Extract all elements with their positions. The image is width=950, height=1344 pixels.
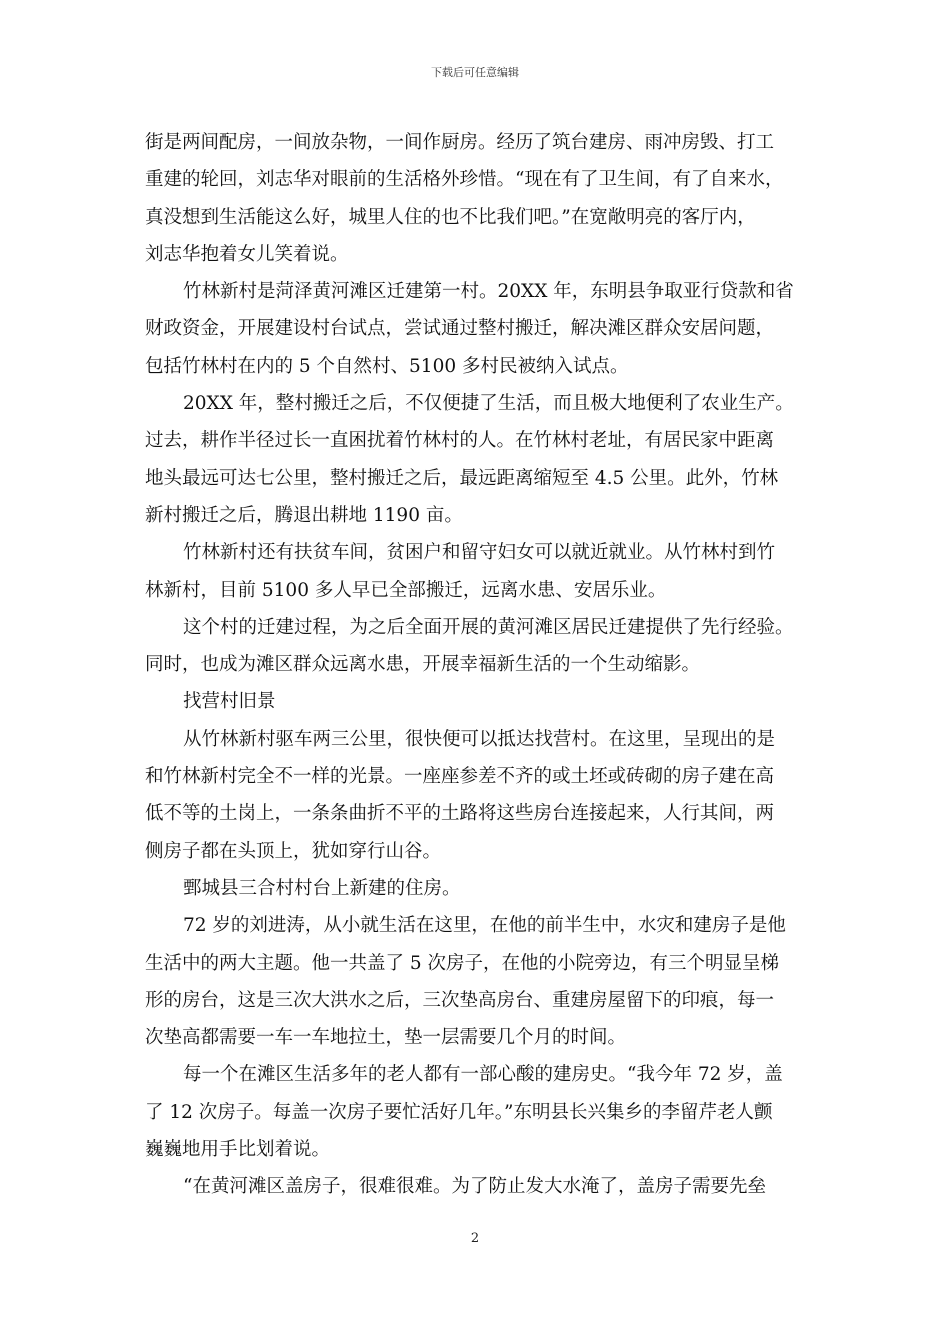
page-header: 下载后可任意编辑: [431, 66, 519, 79]
text-line: 竹林新村是菏泽黄河滩区迁建第一村。20XX 年，东明县争取亚行贷款和省: [183, 281, 794, 303]
text-line: 侧房子都在头顶上，犹如穿行山谷。: [145, 840, 442, 862]
text-line: 过去，耕作半径过长一直困扰着竹林村的人。在竹林村老址，有居民家中距离: [145, 430, 775, 452]
text-line: 形的房台，这是三次大洪水之后，三次垫高房台、重建房屋留下的印痕，每一: [145, 989, 775, 1011]
text-line: 新村搬迁之后，腾退出耕地 1190 亩。: [145, 504, 463, 526]
text-line: 生活中的两大主题。他一共盖了 5 次房子，在他的小院旁边，有三个明显呈梯: [145, 952, 780, 974]
text-line: “在黄河滩区盖房子，很难很难。为了防止发大水淹了，盖房子需要先垒: [183, 1176, 766, 1198]
text-line: 低不等的土岗上，一条条曲折不平的土路将这些房台连接起来，人行其间，两: [145, 803, 775, 825]
text-line: 鄄城县三合村村台上新建的住房。: [183, 877, 461, 899]
page-number: 2: [470, 1231, 480, 1246]
text-line: 林新村，目前 5100 多人早已全部搬迁，远离水患、安居乐业。: [145, 579, 667, 601]
text-line: 财政资金，开展建设村台试点，尝试通过整村搬迁，解决滩区群众安居问题，: [145, 318, 775, 340]
text-line: 刘志华抱着女儿笑着说。: [145, 243, 349, 265]
text-line: 同时，也成为滩区群众远离水患，开展幸福新生活的一个生动缩影。: [145, 654, 701, 676]
text-line: 从竹林新村驱车两三公里，很快便可以抵达找营村。在这里，呈现出的是: [183, 728, 776, 750]
text-line: 街是两间配房，一间放杂物，一间作厨房。经历了筑台建房、雨冲房毁、打工: [145, 132, 775, 153]
text-line: 72 岁的刘进涛，从小就生活在这里，在他的前半生中，水灾和建房子是他: [183, 915, 786, 937]
text-line: 这个村的迁建过程，为之后全面开展的黄河滩区居民迁建提供了先行经验。: [183, 616, 794, 638]
text-line: 次垫高都需要一车一车地拉土，垫一层需要几个月的时间。: [145, 1027, 627, 1049]
text-line: 每一个在滩区生活多年的老人都有一部心酸的建房史。“我今年 72 岁，盖: [183, 1064, 783, 1086]
text-line: 重建的轮回，刘志华对眼前的生活格外珍惜。“现在有了卫生间，有了自来水，: [145, 169, 784, 191]
text-line: 包括竹林村在内的 5 个自然村、5100 多村民被纳入试点。: [145, 355, 629, 377]
text-line: 找营村旧景: [183, 691, 276, 713]
text-line: 和竹林新村完全不一样的光景。一座座参差不齐的或土坯或砖砌的房子建在高: [145, 766, 775, 788]
text-line: 巍巍地用手比划着说。: [145, 1139, 331, 1161]
text-line: 真没想到生活能这么好，城里人住的也不比我们吧。”在宽敞明亮的客厅内，: [145, 206, 756, 228]
text-line: 地头最远可达七公里，整村搬迁之后，最远距离缩短至 4.5 公里。此外，竹林: [145, 467, 779, 489]
text-line: 竹林新村还有扶贫车间，贫困户和留守妇女可以就近就业。从竹林村到竹: [183, 542, 776, 564]
text-line: 20XX 年，整村搬迁之后，不仅便捷了生活，而且极大地便利了农业生产。: [183, 393, 794, 415]
document-body: [145, 124, 815, 1206]
text-line: 了 12 次房子。每盖一次房子要忙活好几年。”东明县长兴集乡的李留芹老人颤: [145, 1101, 773, 1123]
